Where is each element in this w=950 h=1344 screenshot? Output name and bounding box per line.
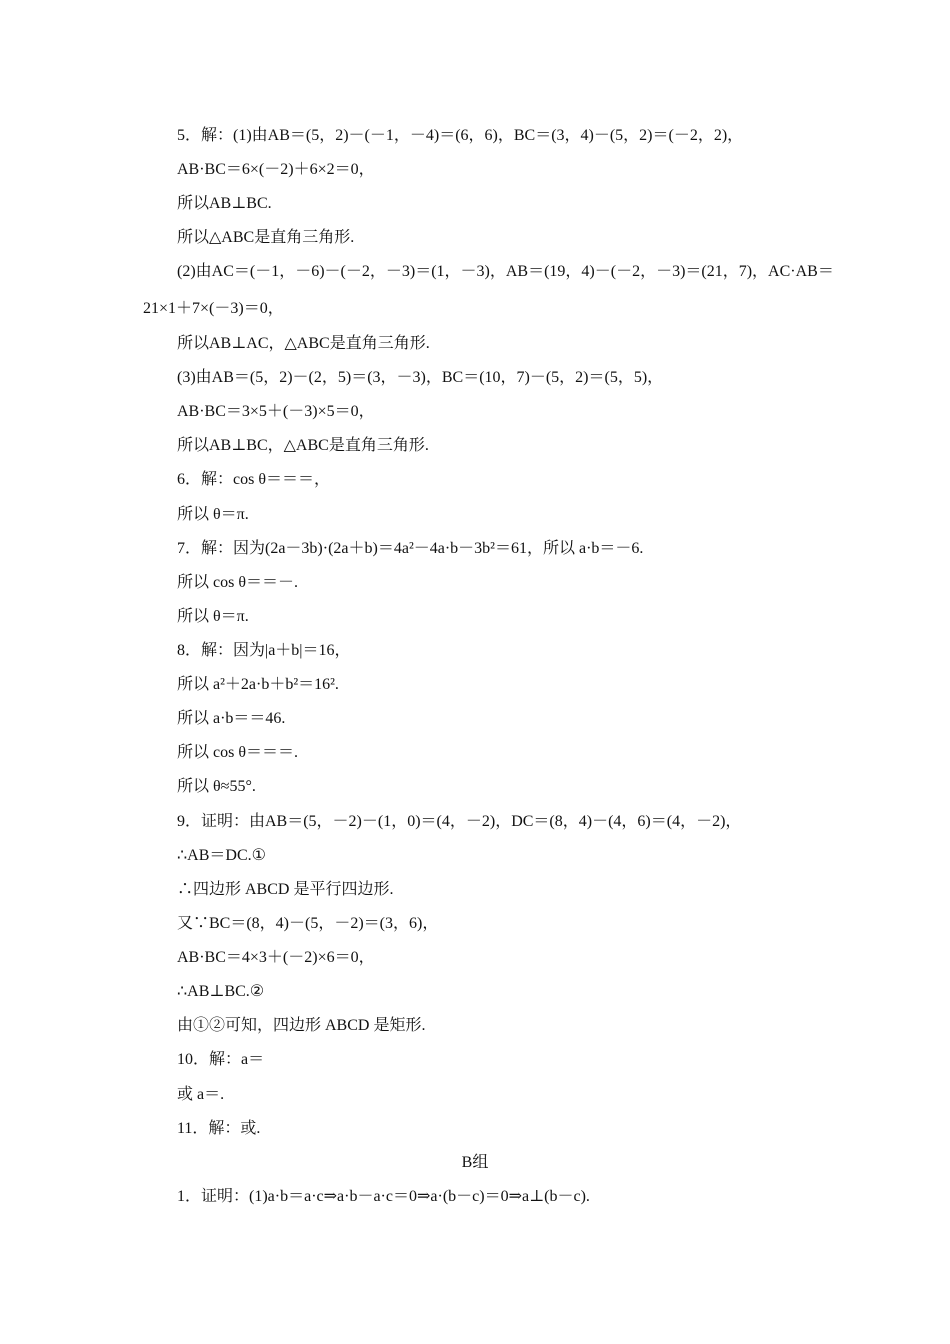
text-line: 7．解：因为(2a－3b)·(2a＋b)＝4a²－4a·b－3b²＝61，所以 a·b＝－6. [177, 540, 644, 557]
text-line: 由①②可知，四边形 ABCD 是矩形. [177, 1017, 426, 1034]
text-line: 21×1＋7×(－3)＝0， [143, 300, 284, 317]
text-line: ∴AB＝DC.① [177, 847, 266, 864]
text-line: 所以△ABC是直角三角形. [177, 229, 355, 246]
text-line: 所以 θ＝π. [177, 608, 249, 625]
text-line: AB·BC＝6×(－2)＋6×2＝0， [177, 161, 375, 178]
text-line: 11．解：或. [177, 1120, 261, 1137]
text-line: (3)由AB＝(5，2)－(2，5)＝(3，－3)，BC＝(10，7)－(5，2)＝(5，5)， [177, 369, 664, 386]
text-line: 所以AB⊥BC，△ABC是直角三角形. [177, 437, 429, 454]
text-line: (2)由AC＝(－1，－6)－(－2，－3)＝(1，－3)，AB＝(19，4)－(－2，－3)＝(21，7)，AC·AB＝ [177, 263, 834, 280]
text-line: ∴四边形 ABCD 是平行四边形. [177, 881, 394, 898]
text-line: 所以 θ＝π. [177, 506, 249, 523]
text-line: 所以 cos θ＝＝＝. [177, 744, 298, 761]
text-line: 所以AB⊥BC. [177, 195, 272, 212]
text-line: 所以 cos θ＝＝－. [177, 574, 298, 591]
text-line: 8．解：因为|a＋b|＝16， [177, 642, 351, 659]
text-line: AB·BC＝3×5＋(－3)×5＝0， [177, 403, 375, 420]
text-line: AB·BC＝4×3＋(－2)×6＝0， [177, 949, 375, 966]
text-line: 1．证明：(1)a·b＝a·c⇒a·b－a·c＝0⇒a·(b－c)＝0⇒a⊥(b－c). [177, 1188, 590, 1205]
section-heading: B组 [461, 1154, 489, 1171]
text-line: 6．解：cos θ＝＝＝， [177, 471, 330, 488]
text-line: 所以 θ≈55°. [177, 778, 256, 795]
text-line: 所以 a²＋2a·b＋b²＝16². [177, 676, 339, 693]
text-line: 所以 a·b＝＝46. [177, 710, 286, 727]
text-line: 所以AB⊥AC，△ABC是直角三角形. [177, 335, 430, 352]
text-line: ∴AB⊥BC.② [177, 983, 265, 1000]
text-line: 9．证明：由AB＝(5，－2)－(1，0)＝(4，－2)，DC＝(8，4)－(4，6)＝(4，－2)， [177, 813, 742, 830]
text-line: 又∵BC＝(8，4)－(5，－2)＝(3，6)， [177, 915, 439, 932]
text-line: 或 a＝. [177, 1086, 225, 1103]
text-line: 5．解：(1)由AB＝(5，2)－(－1，－4)＝(6，6)，BC＝(3，4)－(5，2)＝(－2，2)， [177, 127, 744, 144]
text-line: 10．解：a＝ [177, 1051, 265, 1068]
